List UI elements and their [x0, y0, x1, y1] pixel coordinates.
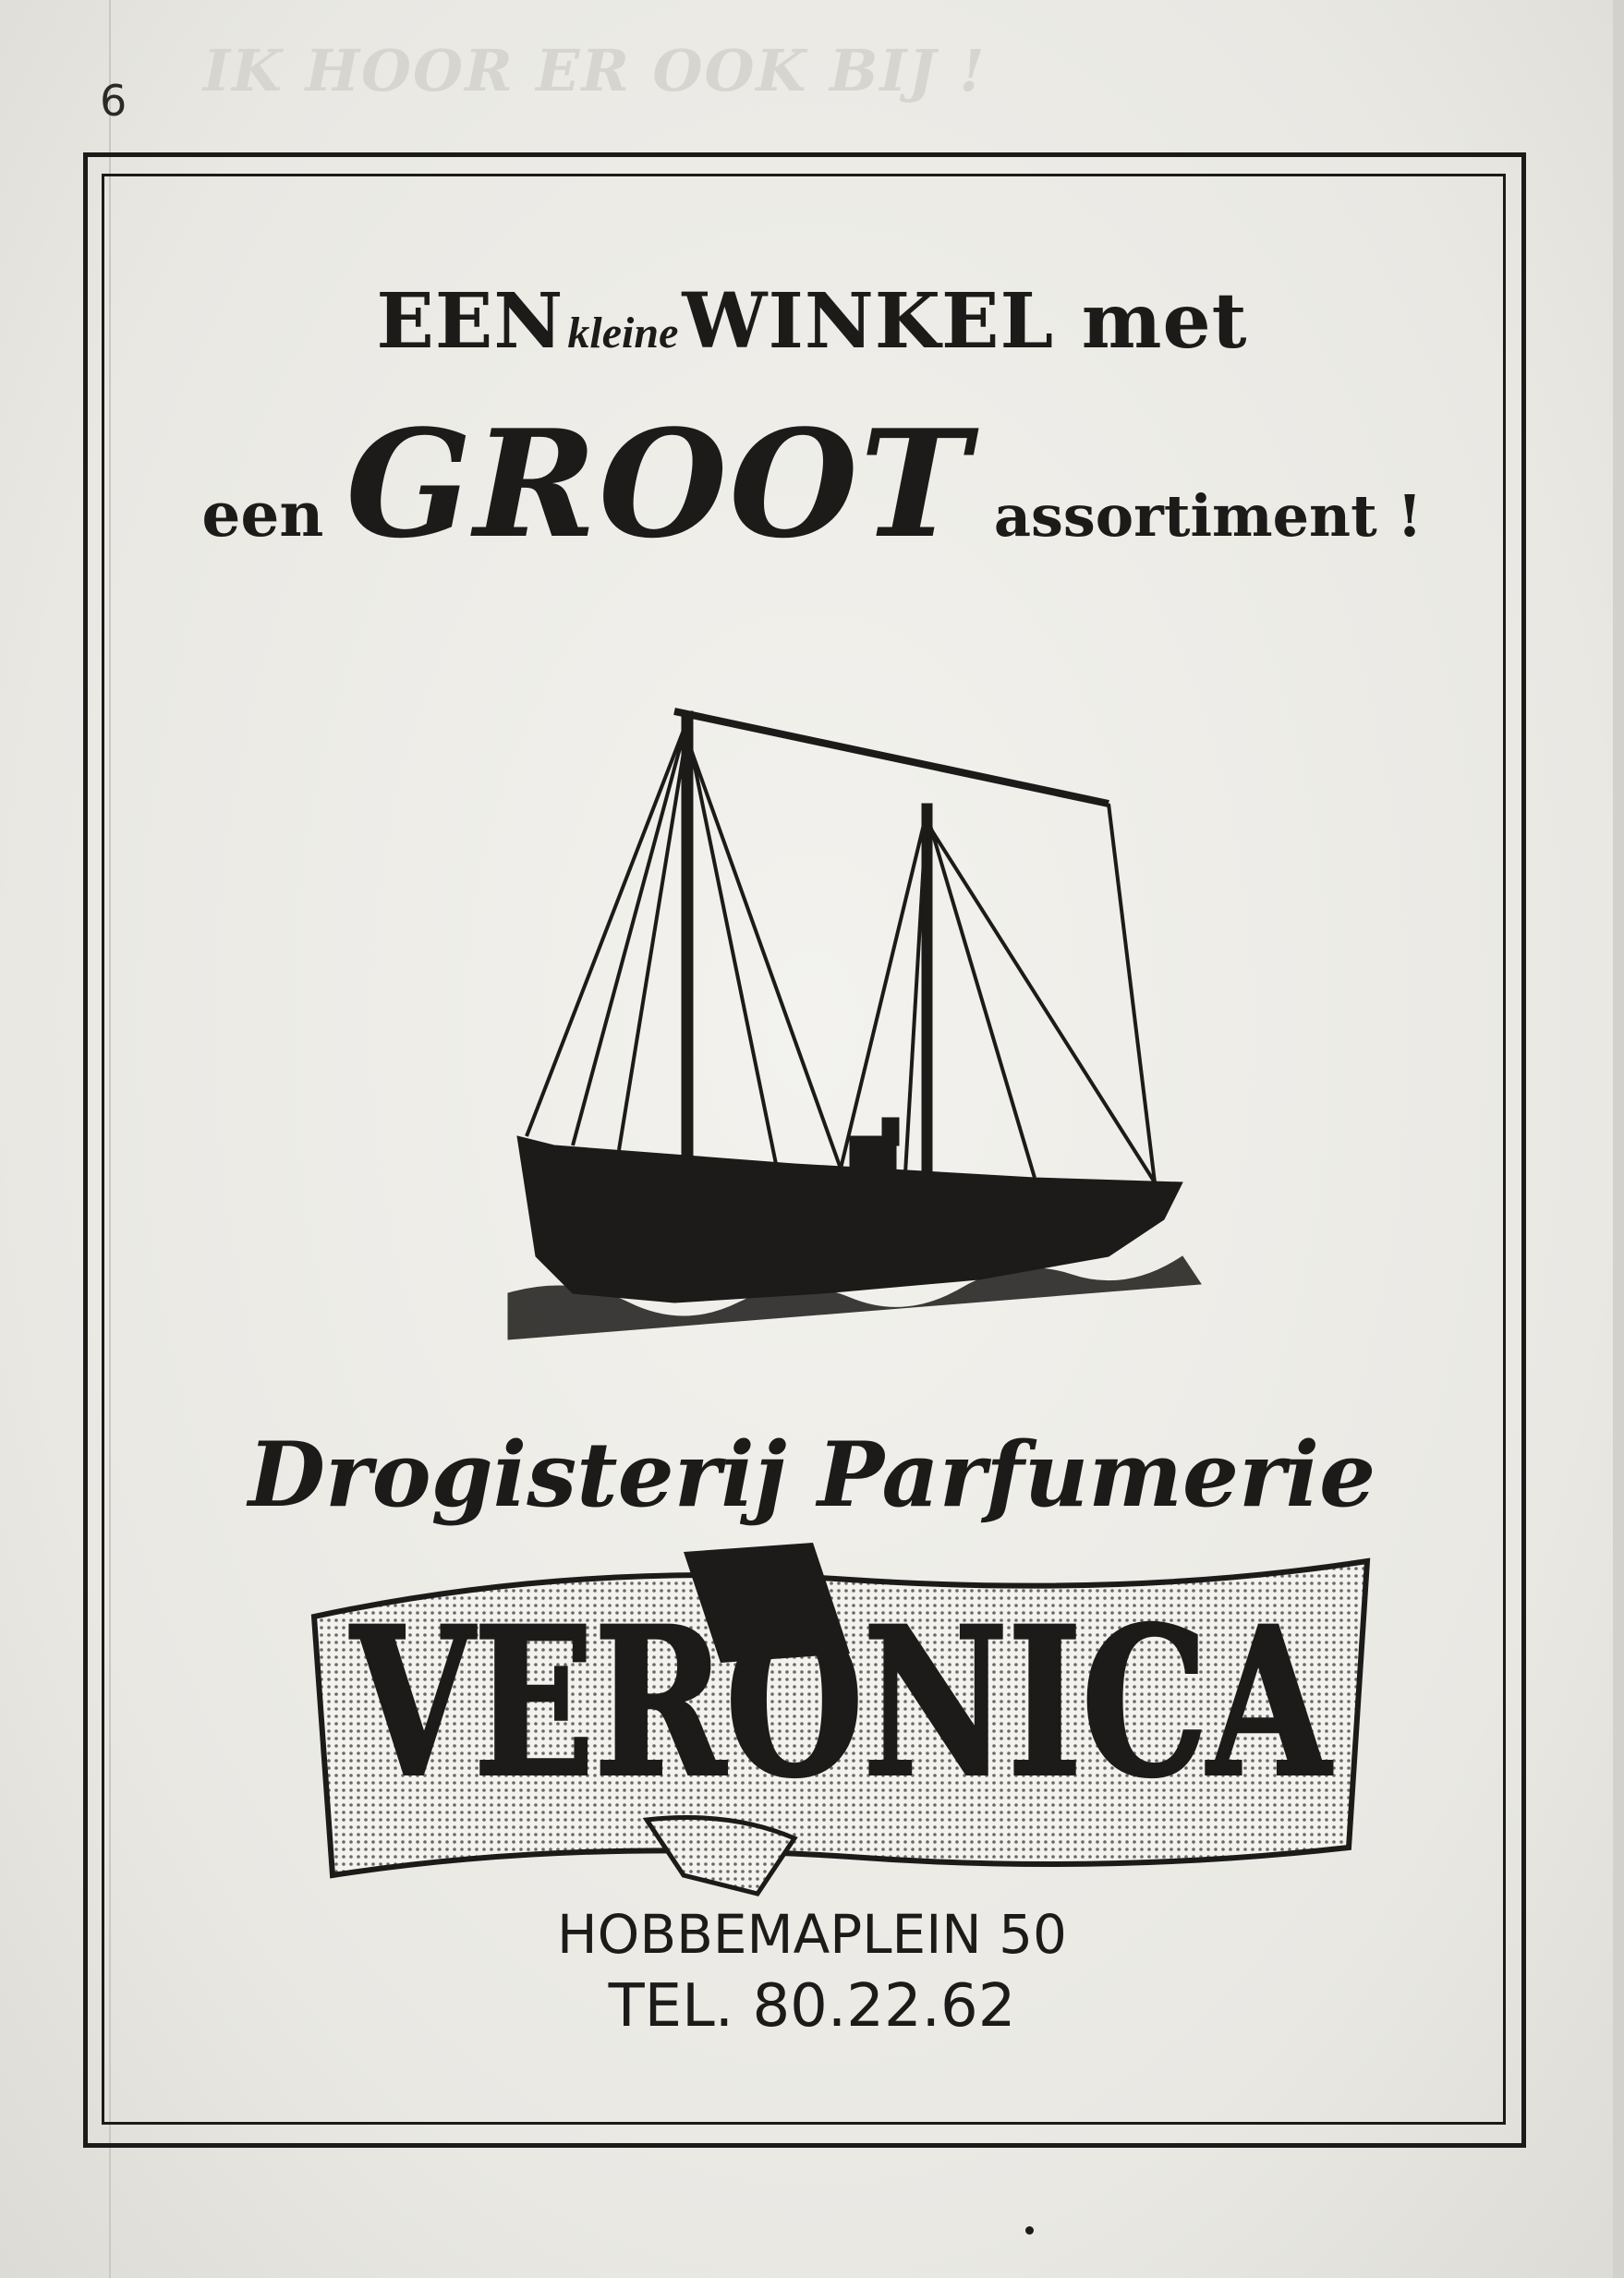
headline-word-kleine: kleine	[567, 309, 679, 357]
headline-line-1	[0, 277, 1624, 366]
headline-word-groot: GROOT	[345, 397, 972, 571]
shop-phone: TEL. 80.22.62	[608, 1972, 1016, 2041]
headline-word-winkel: WINKEL met	[682, 277, 1248, 366]
shop-address: HOBBEMAPLEIN 50	[557, 1903, 1067, 1966]
headline-word-een: EEN	[376, 277, 564, 366]
page-number: 6	[100, 76, 127, 126]
bleed-through-header: IK HOOR ER OOK BIJ !	[203, 37, 987, 104]
headline-word-assortiment: assortiment !	[993, 482, 1423, 550]
headline-word-een-lower: een	[201, 479, 324, 551]
headline-line-2	[0, 397, 1624, 571]
page-dot	[1025, 2226, 1034, 2235]
shop-type-title: Drogisterij Parfumerie	[248, 1423, 1376, 1527]
sailing-ship-icon	[517, 702, 1201, 1339]
veronica-logo	[296, 1543, 1386, 1894]
veronica-logo-text: VERONICA	[349, 1582, 1333, 1822]
